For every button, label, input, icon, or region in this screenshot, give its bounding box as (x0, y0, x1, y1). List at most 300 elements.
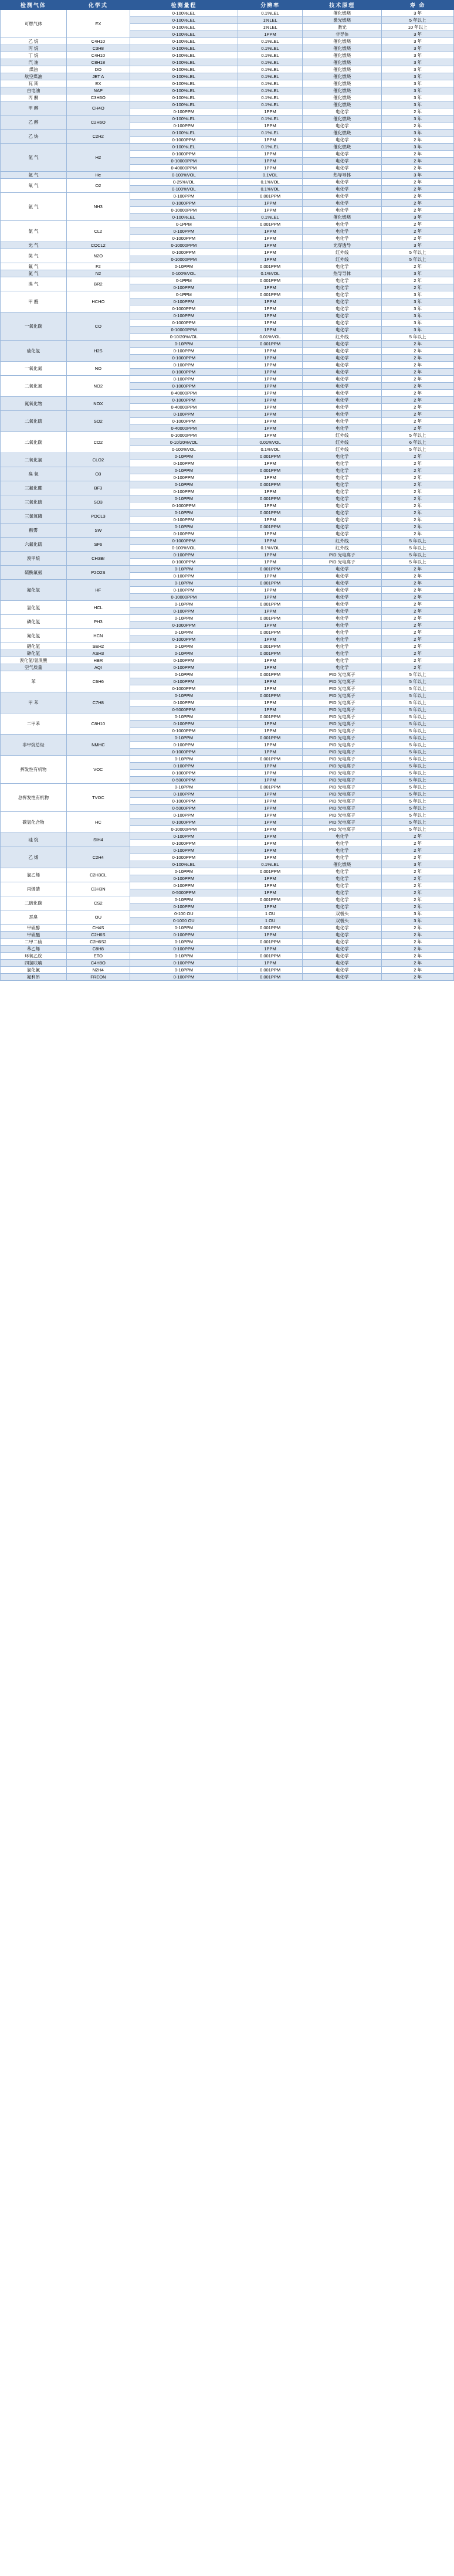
resolution-cell: 0.001PPM (238, 341, 302, 348)
resolution-cell: 1PPM (238, 376, 302, 383)
lifetime-cell: 2 年 (382, 875, 454, 882)
technology-cell: 电化学 (303, 481, 382, 488)
gas-formula-cell: SIH4 (66, 833, 130, 847)
technology-cell: 电化学 (303, 355, 382, 362)
gas-name-cell: 乙 烷 (1, 38, 67, 45)
technology-cell: 电化学 (303, 932, 382, 939)
resolution-cell: 1PPM (238, 819, 302, 826)
resolution-cell: 0.001PPM (238, 868, 302, 875)
table-row (1, 566, 454, 573)
resolution-cell: 0.1%LEL (238, 115, 302, 123)
lifetime-cell: 3 年 (382, 917, 454, 925)
resolution-cell: 1PPM (238, 636, 302, 643)
resolution-cell: 0.001PPM (238, 756, 302, 763)
technology-cell: 电化学 (303, 228, 382, 235)
lifetime-cell: 5 年以上 (382, 432, 454, 439)
lifetime-cell: 5 年以上 (382, 699, 454, 706)
technology-cell: 非导体 (303, 31, 382, 38)
lifetime-cell: 2 年 (382, 650, 454, 657)
technology-cell: 电化学 (303, 151, 382, 158)
detection-range-cell: 0-10PPM (130, 524, 238, 531)
detection-range-cell: 0-100PPM (130, 348, 238, 355)
lifetime-cell: 5 年以上 (382, 692, 454, 699)
lifetime-cell: 3 年 (382, 10, 454, 17)
lifetime-cell: 2 年 (382, 495, 454, 502)
detection-range-cell: 0-100PPM (130, 312, 238, 320)
gas-formula-cell: EX (66, 10, 130, 38)
technology-cell: 电化学 (303, 608, 382, 615)
resolution-cell: 0.01%VOL (238, 334, 302, 341)
technology-cell: 催化燃烧 (303, 115, 382, 123)
gas-name-cell: 氟利昂 (1, 974, 67, 981)
gas-name-cell: 砷化氢 (1, 650, 67, 657)
lifetime-cell: 2 年 (382, 369, 454, 376)
resolution-cell: 1PPM (238, 249, 302, 256)
technology-cell: PID 光电离子 (303, 826, 382, 833)
lifetime-cell: 2 年 (382, 488, 454, 495)
detection-range-cell: 0-100%VOL (130, 186, 238, 193)
technology-cell: 热导导体 (303, 172, 382, 179)
detection-range-cell: 0-100%VOL (130, 270, 238, 277)
gas-formula-cell: EX (66, 80, 130, 87)
gas-formula-cell: C3H3N (66, 882, 130, 896)
technology-cell: 催化燃烧 (303, 861, 382, 868)
lifetime-cell: 5 年以上 (382, 812, 454, 819)
table-row (1, 552, 454, 559)
gas-formula-cell: HCHO (66, 291, 130, 312)
technology-cell: 催化燃烧 (303, 101, 382, 108)
lifetime-cell: 2 年 (382, 882, 454, 889)
technology-cell: 双极头 (303, 910, 382, 917)
resolution-cell: 1PPM (238, 882, 302, 889)
lifetime-cell: 5 年以上 (382, 249, 454, 256)
lifetime-cell: 2 年 (382, 158, 454, 165)
technology-cell: 催化燃烧 (303, 94, 382, 101)
resolution-cell: 1 OU (238, 917, 302, 925)
resolution-cell: 1PPM (238, 305, 302, 312)
detection-range-cell: 0-1000 OU (130, 917, 238, 925)
resolution-cell: 1PPM (238, 404, 302, 411)
detection-range-cell: 0-1000PPM (130, 320, 238, 327)
table-row (1, 376, 454, 383)
detection-range-cell: 0-100PPM (130, 699, 238, 706)
table-row (1, 868, 454, 875)
lifetime-cell: 2 年 (382, 967, 454, 974)
resolution-cell: 1PPM (238, 946, 302, 953)
resolution-cell: 1PPM (238, 833, 302, 840)
detection-range-cell: 0-1000PPM (130, 397, 238, 404)
detection-range-cell: 0-100%VOL (130, 446, 238, 453)
detection-range-cell: 0-10PPM (130, 784, 238, 791)
gas-formula-cell: N2O (66, 249, 130, 263)
gas-name-cell: 氧 气 (1, 179, 67, 193)
lifetime-cell: 2 年 (382, 889, 454, 896)
lifetime-cell: 2 年 (382, 404, 454, 411)
technology-cell: 电化学 (303, 165, 382, 172)
lifetime-cell: 5 年以上 (382, 749, 454, 756)
technology-cell: PID 光电离子 (303, 692, 382, 699)
lifetime-cell: 5 年以上 (382, 763, 454, 770)
gas-formula-cell: COCL2 (66, 242, 130, 249)
resolution-cell: 1PPM (238, 158, 302, 165)
technology-cell: 电化学 (303, 840, 382, 847)
detection-range-cell: 0-100PPM (130, 974, 238, 981)
gas-name-cell: 环氧乙烷 (1, 953, 67, 960)
detection-range-cell: 0-100%LEL (130, 17, 238, 24)
gas-name-cell: 甲硫醚 (1, 932, 67, 939)
lifetime-cell: 3 年 (382, 87, 454, 94)
detection-range-cell: 0-100%LEL (130, 87, 238, 94)
detection-range-cell: 0-5000PPM (130, 777, 238, 784)
lifetime-cell: 2 年 (382, 531, 454, 538)
resolution-cell: 1PPM (238, 622, 302, 629)
resolution-cell: 1PPM (238, 531, 302, 538)
table-header (1, 1, 454, 10)
detection-range-cell: 0-10PPM (130, 735, 238, 742)
lifetime-cell: 2 年 (382, 636, 454, 643)
technology-cell: 催化燃烧 (303, 80, 382, 87)
resolution-cell: 1PPM (238, 699, 302, 706)
lifetime-cell: 2 年 (382, 460, 454, 467)
technology-cell: 催化燃烧 (303, 10, 382, 17)
resolution-cell: 0.001PPM (238, 953, 302, 960)
lifetime-cell: 2 年 (382, 348, 454, 355)
technology-cell: PID 光电离子 (303, 671, 382, 678)
technology-cell: 电化学 (303, 566, 382, 573)
technology-cell: 电化学 (303, 967, 382, 974)
resolution-cell: 1PPM (238, 256, 302, 263)
detection-range-cell: 0-1PPM (130, 277, 238, 284)
resolution-cell: 1PPM (238, 418, 302, 425)
detection-range-cell: 0-40000PPM (130, 425, 238, 432)
lifetime-cell: 2 年 (382, 362, 454, 369)
technology-cell: 电化学 (303, 622, 382, 629)
gas-formula-cell: C3H8 (66, 45, 130, 52)
detection-range-cell: 0-1000PPM (130, 151, 238, 158)
gas-formula-cell: CO2 (66, 432, 130, 453)
resolution-cell: 1PPM (238, 425, 302, 432)
lifetime-cell: 5 年以上 (382, 805, 454, 812)
lifetime-cell: 2 年 (382, 263, 454, 270)
lifetime-cell: 5 年以上 (382, 545, 454, 552)
lifetime-cell: 2 年 (382, 200, 454, 207)
lifetime-cell: 2 年 (382, 277, 454, 284)
detection-range-cell: 0-10PPM (130, 868, 238, 875)
lifetime-cell: 5 年以上 (382, 770, 454, 777)
detection-range-cell: 0-1000PPM (130, 538, 238, 545)
technology-cell: 电化学 (303, 298, 382, 305)
resolution-cell: 1PPM (238, 397, 302, 404)
detection-range-cell: 0-100%LEL (130, 144, 238, 151)
technology-cell: 电化学 (303, 868, 382, 875)
resolution-cell: 1PPM (238, 228, 302, 235)
lifetime-cell: 5 年以上 (382, 256, 454, 263)
resolution-cell: 0.1%VOL (238, 186, 302, 193)
technology-cell: 催化燃烧 (303, 45, 382, 52)
detection-range-cell: 0-100PPM (130, 932, 238, 939)
resolution-cell: 1PPM (238, 31, 302, 38)
lifetime-cell: 3 年 (382, 291, 454, 298)
technology-cell: 电化学 (303, 636, 382, 643)
lifetime-cell: 3 年 (382, 66, 454, 73)
technology-cell: 电化学 (303, 488, 382, 495)
technology-cell: 电化学 (303, 495, 382, 502)
resolution-cell: 1PPM (238, 460, 302, 467)
technology-cell: 电化学 (303, 946, 382, 953)
detection-range-cell: 0-1000PPM (130, 854, 238, 861)
lifetime-cell: 5 年以上 (382, 826, 454, 833)
technology-cell: PID 光电离子 (303, 742, 382, 749)
detection-range-cell: 0-10PPM (130, 925, 238, 932)
technology-cell: 催化燃烧 (303, 52, 382, 59)
resolution-cell: 1PPM (238, 798, 302, 805)
lifetime-cell: 3 年 (382, 298, 454, 305)
detection-range-cell: 0-100PPM (130, 531, 238, 538)
lifetime-cell: 2 年 (382, 123, 454, 130)
col-header-life: 寿 命 (382, 1, 454, 10)
detection-range-cell: 0-40000PPM (130, 390, 238, 397)
table-row (1, 735, 454, 742)
gas-name-cell: 硫化氢 (1, 341, 67, 362)
lifetime-cell: 2 年 (382, 193, 454, 200)
gas-name-cell: 六氟化硫 (1, 538, 67, 552)
technology-cell: 电化学 (303, 474, 382, 481)
resolution-cell: 0.001PPM (238, 481, 302, 488)
lifetime-cell: 2 年 (382, 854, 454, 861)
detection-range-cell: 0-100PPM (130, 763, 238, 770)
table-row (1, 509, 454, 516)
detection-range-cell: 0-10PPM (130, 671, 238, 678)
col-header-technology: 技术原理 (303, 1, 382, 10)
detection-range-cell: 0-1000PPM (130, 798, 238, 805)
resolution-cell: 1%LEL (238, 24, 302, 31)
resolution-cell: 0.1%LEL (238, 130, 302, 137)
gas-formula-cell: CL2 (66, 221, 130, 242)
gas-name-cell: 非甲烷总烃 (1, 735, 67, 756)
detection-range-cell: 0-100%LEL (130, 10, 238, 17)
gas-name-cell: 三氯氧磷 (1, 509, 67, 524)
table-row (1, 130, 454, 137)
detection-range-cell: 0-1000PPM (130, 685, 238, 692)
col-header-gas: 检测气体 (1, 1, 67, 10)
technology-cell: PID 光电离子 (303, 763, 382, 770)
gas-formula-cell: HCL (66, 601, 130, 615)
detection-range-cell: 0-1000PPM (130, 235, 238, 242)
table-row (1, 925, 454, 932)
lifetime-cell: 5 年以上 (382, 559, 454, 566)
lifetime-cell: 2 年 (382, 524, 454, 531)
gas-name-cell: 丙 烷 (1, 45, 67, 52)
gas-formula-cell: BF3 (66, 481, 130, 495)
lifetime-cell: 2 年 (382, 453, 454, 460)
resolution-cell: 1PPM (238, 791, 302, 798)
detection-range-cell: 0-100PPM (130, 228, 238, 235)
technology-cell: 电化学 (303, 291, 382, 298)
gas-name-cell: 可燃气体 (1, 10, 67, 38)
gas-name-cell: 氯化氰 (1, 967, 67, 974)
resolution-cell: 1PPM (238, 362, 302, 369)
technology-cell: 电化学 (303, 362, 382, 369)
gas-name-cell: 溴甲烷 (1, 552, 67, 566)
lifetime-cell: 3 年 (382, 312, 454, 320)
lifetime-cell: 5 年以上 (382, 777, 454, 784)
lifetime-cell: 2 年 (382, 629, 454, 636)
technology-cell: 电化学 (303, 889, 382, 896)
technology-cell: PID 光电离子 (303, 805, 382, 812)
gas-name-cell: 光 气 (1, 242, 67, 249)
lifetime-cell: 3 年 (382, 45, 454, 52)
detection-range-cell: 0-100%LEL (130, 59, 238, 66)
technology-cell: 催化燃烧 (303, 66, 382, 73)
lifetime-cell: 3 年 (382, 115, 454, 123)
resolution-cell: 1PPM (238, 573, 302, 580)
lifetime-cell: 2 年 (382, 953, 454, 960)
table-row (1, 713, 454, 721)
gas-formula-cell: BR2 (66, 277, 130, 291)
resolution-cell: 0.1%VOL (238, 270, 302, 277)
resolution-cell: 1PPM (238, 242, 302, 249)
lifetime-cell: 2 年 (382, 615, 454, 622)
detection-range-cell: 0-10PPM (130, 896, 238, 903)
table-row (1, 277, 454, 284)
technology-cell: 电化学 (303, 418, 382, 425)
technology-cell: 电化学 (303, 629, 382, 636)
gas-formula-cell: ASH3 (66, 650, 130, 657)
resolution-cell: 1PPM (238, 123, 302, 130)
technology-cell: 电化学 (303, 643, 382, 650)
lifetime-cell: 3 年 (382, 130, 454, 137)
lifetime-cell: 2 年 (382, 960, 454, 967)
detection-range-cell: 0-10PPM (130, 939, 238, 946)
lifetime-cell: 5 年以上 (382, 798, 454, 805)
table-row (1, 580, 454, 587)
detection-range-cell: 0-100%LEL (130, 52, 238, 59)
lifetime-cell: 6 年以上 (382, 439, 454, 446)
technology-cell: 电化学 (303, 833, 382, 840)
table-row (1, 671, 454, 678)
gas-formula-cell: NAP (66, 87, 130, 94)
detection-range-cell: 0-10PPM (130, 692, 238, 699)
technology-cell: 电化学 (303, 960, 382, 967)
technology-cell: 电化学 (303, 108, 382, 115)
table-row (1, 847, 454, 854)
table-row (1, 467, 454, 474)
gas-formula-cell: ETO (66, 953, 130, 960)
lifetime-cell: 2 年 (382, 840, 454, 847)
technology-cell: 电化学 (303, 601, 382, 608)
lifetime-cell: 2 年 (382, 137, 454, 144)
resolution-cell: 1PPM (238, 706, 302, 713)
detection-range-cell: 0-100PPM (130, 376, 238, 383)
technology-cell: 热导导体 (303, 270, 382, 277)
resolution-cell: 1PPM (238, 657, 302, 664)
lifetime-cell: 3 年 (382, 31, 454, 38)
detection-range-cell: 0-1PPM (130, 221, 238, 228)
detection-range-cell: 0-10000PPM (130, 327, 238, 334)
resolution-cell: 0.1%LEL (238, 66, 302, 73)
technology-cell: 电化学 (303, 657, 382, 664)
technology-cell: 电化学 (303, 397, 382, 404)
resolution-cell: 0.001PPM (238, 615, 302, 622)
lifetime-cell: 5 年以上 (382, 552, 454, 559)
resolution-cell: 1PPM (238, 516, 302, 524)
table-row (1, 80, 454, 87)
technology-cell: 电化学 (303, 594, 382, 601)
detection-range-cell: 0-10/20%VOL (130, 439, 238, 446)
resolution-cell: 1PPM (238, 108, 302, 115)
table-row (1, 172, 454, 179)
lifetime-cell: 10 年以上 (382, 24, 454, 31)
resolution-cell: 0.001PPM (238, 967, 302, 974)
lifetime-cell: 5 年以上 (382, 819, 454, 826)
technology-cell: 电化学 (303, 235, 382, 242)
detection-range-cell: 0-100PPM (130, 298, 238, 305)
detection-range-cell: 0-100PPM (130, 721, 238, 728)
technology-cell: PID 光电离子 (303, 721, 382, 728)
col-header-resolution: 分辨率 (238, 1, 302, 10)
resolution-cell: 1PPM (238, 552, 302, 559)
resolution-cell: 0.001PPM (238, 974, 302, 981)
lifetime-cell: 2 年 (382, 376, 454, 383)
gas-name-cell: 硒化氢 (1, 643, 67, 650)
gas-formula-cell: C8H18 (66, 59, 130, 66)
detection-range-cell: 0-10PPM (130, 650, 238, 657)
table-row (1, 538, 454, 545)
resolution-cell: 0.001PPM (238, 263, 302, 270)
resolution-cell: 1PPM (238, 875, 302, 882)
detection-range-cell: 0-10000PPM (130, 826, 238, 833)
technology-cell: PID 光电离子 (303, 791, 382, 798)
resolution-cell: 1PPM (238, 763, 302, 770)
resolution-cell: 0.001PPM (238, 580, 302, 587)
lifetime-cell: 2 年 (382, 509, 454, 516)
detection-range-cell: 0-100%LEL (130, 80, 238, 87)
lifetime-cell: 2 年 (382, 925, 454, 932)
lifetime-cell: 5 年以上 (382, 784, 454, 791)
technology-cell: PID 光电离子 (303, 678, 382, 685)
lifetime-cell: 2 年 (382, 939, 454, 946)
technology-cell: 催化燃烧 (303, 130, 382, 137)
gas-name-cell: 氟 气 (1, 263, 67, 270)
gas-name-cell: 乙 醇 (1, 115, 67, 130)
technology-cell: 电化学 (303, 882, 382, 889)
gas-name-cell: 挥发性有机物 (1, 756, 67, 784)
lifetime-cell: 2 年 (382, 974, 454, 981)
resolution-cell: 1PPM (238, 587, 302, 594)
gas-formula-cell: HCN (66, 629, 130, 643)
technology-cell: 催化燃烧 (303, 38, 382, 45)
resolution-cell: 1PPM (238, 235, 302, 242)
detection-range-cell: 0-10PPM (130, 713, 238, 721)
table-row (1, 73, 454, 80)
lifetime-cell: 3 年 (382, 73, 454, 80)
table-row (1, 939, 454, 946)
gas-formula-cell: C4H10 (66, 52, 130, 59)
resolution-cell: 0.001PPM (238, 566, 302, 573)
detection-range-cell: 0-10000PPM (130, 594, 238, 601)
lifetime-cell: 2 年 (382, 235, 454, 242)
gas-name-cell: 航空煤油 (1, 73, 67, 80)
lifetime-cell: 3 年 (382, 144, 454, 151)
detection-range-cell: 0-100PPM (130, 108, 238, 115)
lifetime-cell: 5 年以上 (382, 706, 454, 713)
gas-formula-cell: SF6 (66, 538, 130, 552)
lifetime-cell: 5 年以上 (382, 721, 454, 728)
detection-range-cell: 0-1000PPM (130, 840, 238, 847)
resolution-cell: 0.1%LEL (238, 80, 302, 87)
detection-range-cell: 0-1000PPM (130, 622, 238, 629)
detection-range-cell: 0-1000PPM (130, 305, 238, 312)
